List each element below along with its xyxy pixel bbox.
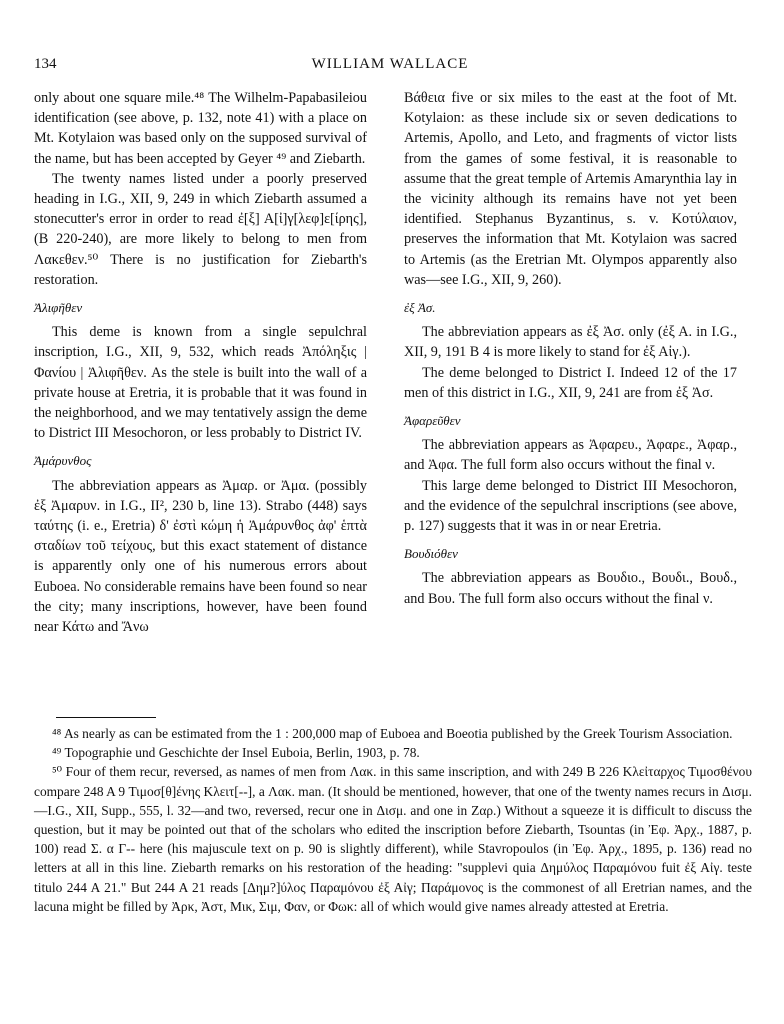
footnote: ⁵⁰ Four of them recur, reversed, as names of men from Λακ. in this same inscription, and with 249 B 226 Κλεἰταρχος Τιμοσθένου compare 248 A 9 Τιμοσ[θ]ένης Κλειτ[--], a Λακ. man. (It should be mentioned, however, that one of the twenty names recurs in Δισμ.—I.G., XII, Supp., 555, l. 32—and two, reversed, recur one in Δισμ. and one in Ζαρ.) Without a squeeze it is difficult to discuss the question, but it may be pointed out that of the scholars who edited the inscription before Ziebarth, Tsountas (in Ἐφ. Ἀρχ., 1887, p. 100) read Σ. α Γ-- here (his majuscule text on p. 90 is slightly different), while Stavropoulos (in Ἐφ. Ἀρχ., 1895, p. 136) read no letters at all in this line. Ziebarth remarks on his restoration of the heading: "supplevi quia Δημύλος Παραμόνου fuit ἐξ Αἰγ. teste titulo 244 A 21." But 244 A 21 reads [Δημ?]ύλος Παραμόνου ἐξ Αἰγ; Παράμονος is the commonest of all Eretrian names, and the lacuna might be filled by Ἀρκ, Ἀστ, Μικ, Σιμ, Φαν, or Φωκ: all of which would give names already attested at Eretria. [34, 764, 752, 914]
page-header [34, 56, 746, 78]
paragraph: The abbreviation appears as Βουδιο., Βουδι., Βουδ., and Βου. The full form also occurs without the final ν. [404, 570, 737, 607]
running-head: WILLIAM WALLACE [311, 56, 469, 72]
paragraph: The twenty names listed under a poorly preserved heading in I.G., XII, 9, 249 in which Ziebarth assumed a stonecutter's error in order to read ἐ[ξ] Α[ἰ]γ[λεφ]ε[ίρης], (B 220-240), are more likely to belong to men from Λακεθεν.⁵⁰ There is no justification for Ziebarth's restoration. [34, 170, 367, 288]
paragraph: The deme belonged to District I. Indeed 12 of the 17 men of this district in I.G., XII, 9, 241 are from ἐξ Ἀσ. [404, 364, 737, 401]
right-column [404, 88, 737, 609]
paragraph: The abbreviation appears as Ἀφαρευ., Ἀφαρε., Ἀφαρ., and Ἀφα. The full form also occurs without the final ν. [404, 437, 737, 474]
paragraph: only about one square mile.⁴⁸ The Wilhelm-Papabasileiou identification (see above, p. 132, note 41) with a place on Mt. Kotylaion was based only on the supposed survival of the name, but has been accepted by Geyer ⁴⁹ and Ziebarth. [34, 90, 367, 167]
section-heading: Βουδιόθεν [404, 546, 458, 562]
section-heading: Ἀλιφῆθεν [34, 300, 83, 316]
footnote: ⁴⁹ Topographie und Geschichte der Insel Euboia, Berlin, 1903, p. 78. [52, 745, 420, 761]
footnote: ⁴⁸ As nearly as can be estimated from the 1 : 200,000 map of Euboea and Boeotia published by the Greek Tourism Association. [52, 726, 733, 741]
paragraph: The abbreviation appears as Ἀμαρ. or Ἀμα. (possibly ἐξ Ἀμαρυν. in I.G., II², 230 b, line 13). Strabo (448) says ταύτης (i. e., Eretria) δ' ἐστὶ κώμη ἡ Ἀμάρυνθος ἀφ' ἑπτὰ σταδίων τοῦ τείχους, but this exact statement of distance is apparently only one of his numerous errors about Euboea. No considerable remains have been found so near the city; many inscriptions, however, have been found near Κάτω and Ἄνω [34, 477, 367, 636]
section-heading: Ἀφαρεῦθεν [404, 413, 461, 429]
section-heading: Ἀμάρυνθος [34, 453, 92, 469]
paragraph: The abbreviation appears as ἐξ Ἀσ. only (ἐξ Α. in I.G., XII, 9, 191 B 4 is more likely to stand for ἐξ Αἰγ.). [404, 324, 737, 361]
paragraph: This deme is known from a single sepulchral inscription, I.G., XII, 9, 532, which reads Ἀπόληξις | Φανίου | Ἀλιφῆθεν. As the stele is built into the wall of a private house at Eretria, it is probable that it was found in the neighborhood, and we may tentatively assign the deme to District III Mesochoron, or less probably to District IV. [34, 324, 367, 442]
footnotes [34, 724, 752, 916]
section-heading: ἐξ Ἀσ. [404, 300, 436, 316]
paragraph: Βάθεια five or six miles to the east at the foot of Mt. Kotylaion: as these include six or seven dedications to Artemis, Apollo, and Leto, and fragments of victor lists from the games of some festival, it is reasonable to assume that the great temple of Artemis Amarynthia lay in the vicinity although its remains have not yet been identified. Stephanus Byzantinus, s. v. Κοτύλαιον, preserves the information that Mt. Kotylaion was sacred to Artemis (as the Eretrian Mt. Olympos apparently also was—see I.G., XII, 9, 260). [404, 90, 737, 288]
left-column [34, 88, 367, 637]
page-number: 134 [34, 56, 57, 72]
footnote-rule [56, 717, 156, 718]
paragraph: This large deme belonged to District III Mesochoron, and the evidence of the sepulchral inscriptions (see above, p. 127) suggests that it was in or near Eretria. [404, 477, 737, 535]
